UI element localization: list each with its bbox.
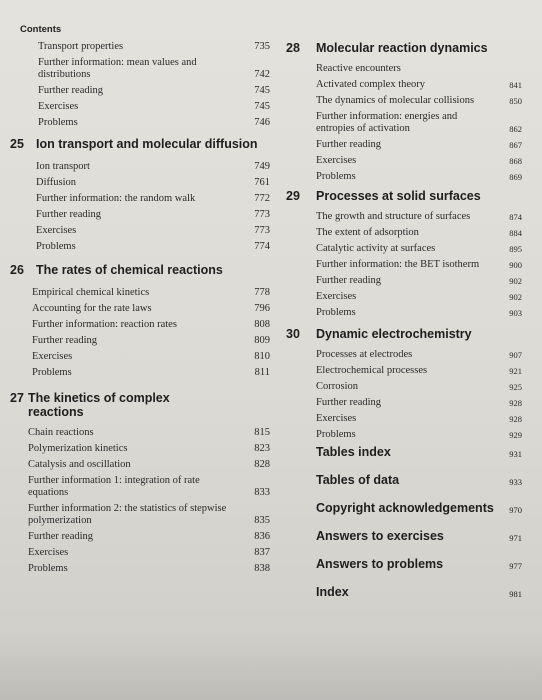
page-number: 971 — [509, 533, 522, 543]
back-matter-entry — [316, 501, 522, 515]
entry-title: Problems — [38, 117, 78, 128]
chapter-entries — [286, 349, 522, 441]
chapter-number: 30 — [286, 327, 300, 341]
entry-title: Further reading — [38, 85, 104, 96]
toc-entry — [32, 319, 270, 331]
page-number: 874 — [509, 212, 522, 222]
page-number: 745 — [254, 85, 270, 96]
toc-entry — [36, 209, 270, 221]
page-number: 862 — [509, 124, 522, 134]
chapter-entries — [10, 427, 270, 575]
chapter-25 — [10, 137, 270, 253]
toc-entry — [36, 193, 270, 205]
entry-title: Catalysis and oscillation — [28, 459, 131, 470]
chapter-26 — [10, 263, 270, 379]
page-number: 815 — [254, 427, 270, 438]
page-number: 808 — [254, 319, 270, 330]
chapter-title — [10, 263, 270, 277]
page-number: 833 — [254, 487, 270, 498]
toc-entry — [316, 211, 522, 223]
toc-entry — [316, 79, 522, 91]
page-number: 884 — [509, 228, 522, 238]
page-number: 735 — [254, 41, 270, 52]
page-number: 837 — [254, 547, 270, 558]
toc-entry — [28, 531, 270, 543]
toc-entry — [316, 291, 522, 303]
toc-entry — [316, 243, 522, 255]
toc-entry — [36, 225, 270, 237]
page-number: 838 — [254, 563, 270, 574]
page-number: 928 — [509, 398, 522, 408]
toc-entry — [28, 547, 270, 559]
entry-title: Further reading — [36, 209, 102, 220]
entry-title: Corrosion — [316, 381, 358, 392]
toc-entry — [316, 349, 522, 361]
entry-title: Exercises — [316, 413, 357, 424]
page-number: 774 — [254, 241, 270, 252]
entry-title: Further information: energies and entropies of activation — [316, 111, 458, 134]
page-number: 902 — [509, 276, 522, 286]
entry-title: Accounting for the rate laws — [32, 303, 152, 314]
entry-title: Diffusion — [36, 177, 77, 188]
chapter-title — [286, 189, 522, 203]
chapter-29 — [286, 189, 522, 319]
toc-entry — [36, 241, 270, 253]
toc-entry — [38, 85, 270, 97]
right-column — [286, 41, 522, 613]
entry-title: Answers to exercises — [316, 529, 444, 543]
entry-title: Exercises — [316, 291, 357, 302]
page-number: 773 — [254, 209, 270, 220]
page-number: 796 — [254, 303, 270, 314]
toc-entry — [28, 563, 270, 575]
page-number: 828 — [254, 459, 270, 470]
toc-entry — [28, 459, 270, 471]
toc-entry — [28, 503, 270, 527]
entry-title: Electrochemical processes — [316, 365, 428, 376]
entry-title: Problems — [316, 307, 356, 318]
toc-entry — [316, 429, 522, 441]
toc-entry — [316, 227, 522, 239]
toc-entry — [316, 95, 522, 107]
page-number: 867 — [509, 140, 522, 150]
back-matter-entry — [316, 529, 522, 543]
toc-entry — [32, 287, 270, 299]
chapter-number: 29 — [286, 189, 300, 203]
page-number: 868 — [509, 156, 522, 166]
page-number: 761 — [254, 177, 270, 188]
toc-entry — [316, 259, 522, 271]
entry-title: Exercises — [316, 155, 357, 166]
toc-entry — [316, 63, 522, 75]
toc-entry — [316, 139, 522, 151]
entry-title: Exercises — [32, 351, 73, 362]
entry-title: Tables index — [316, 445, 391, 459]
chapter-number: 25 — [10, 137, 24, 151]
chapter-title — [286, 41, 522, 55]
page-number: 931 — [509, 449, 522, 459]
toc-entry — [28, 443, 270, 455]
entry-title: Processes at electrodes — [316, 349, 413, 360]
chapter-name: The rates of chemical reactions — [36, 263, 223, 277]
entry-title: Further information: mean values and distributions — [38, 57, 197, 80]
entry-title: Transport properties — [38, 41, 124, 52]
page-number: 921 — [509, 366, 522, 376]
toc-entry — [316, 155, 522, 167]
page-number: 903 — [509, 308, 522, 318]
toc-entry — [316, 413, 522, 425]
entry-title: Further reading — [316, 397, 382, 408]
page-number: 742 — [254, 69, 270, 80]
entry-title: The growth and structure of surfaces — [316, 211, 471, 222]
entry-title: Problems — [28, 563, 68, 574]
back-matter-entry — [316, 473, 522, 487]
page-number: 746 — [254, 117, 270, 128]
chapter-title — [286, 327, 522, 341]
chapter-title — [10, 137, 270, 151]
toc-entry — [32, 335, 270, 347]
toc-entry — [38, 41, 270, 53]
chapter-27 — [10, 391, 270, 575]
back-matter — [286, 445, 522, 599]
chapter-title — [10, 391, 270, 419]
page-number: 907 — [509, 350, 522, 360]
toc-entry — [28, 427, 270, 439]
chapter-name: Processes at solid surfaces — [316, 189, 481, 203]
page-header: Contents — [20, 24, 62, 35]
chapter-number: 27 — [10, 391, 24, 405]
chapter-28 — [286, 41, 522, 183]
toc-entry — [316, 111, 522, 135]
page-number: 811 — [254, 367, 270, 378]
chapter-number: 28 — [286, 41, 300, 55]
page-number: 835 — [254, 515, 270, 526]
entry-title: Exercises — [38, 101, 79, 112]
entry-title: Exercises — [28, 547, 69, 558]
entry-title: Further information: reaction rates — [32, 319, 177, 330]
entry-title: Polymerization kinetics — [28, 443, 128, 454]
entry-title: Index — [316, 585, 349, 599]
toc-entry — [316, 365, 522, 377]
entry-title: Copyright acknowledgements — [316, 501, 494, 515]
toc-entry — [316, 397, 522, 409]
entry-title: Further information: the random walk — [36, 193, 196, 204]
entry-title: Catalytic activity at surfaces — [316, 243, 436, 254]
toc-entry — [316, 275, 522, 287]
chapter-name: Molecular reaction dynamics — [316, 41, 488, 55]
toc-entry — [36, 161, 270, 173]
page-shadow — [0, 630, 542, 700]
back-matter-entry — [316, 585, 522, 599]
entry-title: Empirical chemical kinetics — [32, 287, 150, 298]
chapter-number: 26 — [10, 263, 24, 277]
page-number: 900 — [509, 260, 522, 270]
continued-entries — [10, 41, 270, 129]
page-number: 895 — [509, 244, 522, 254]
chapter-entries — [286, 63, 522, 183]
entry-title: Reactive encounters — [316, 63, 401, 74]
entry-title: Further information: the BET isotherm — [316, 259, 480, 270]
toc-entry — [38, 117, 270, 129]
toc-entry — [316, 307, 522, 319]
chapter-entries — [10, 161, 270, 253]
page-number: 745 — [254, 101, 270, 112]
entry-title: Ion transport — [36, 161, 90, 172]
entry-title: Exercises — [36, 225, 77, 236]
entry-title: Answers to problems — [316, 557, 444, 571]
left-column — [10, 41, 270, 579]
toc-entry — [32, 303, 270, 315]
page-number: 933 — [509, 477, 522, 487]
page-number: 809 — [254, 335, 270, 346]
chapter-entries — [286, 211, 522, 319]
page-number: 749 — [254, 161, 270, 172]
chapter-entries — [10, 287, 270, 379]
entry-title: Tables of data — [316, 473, 400, 487]
toc-entry — [38, 101, 270, 113]
toc-entry — [28, 475, 270, 499]
chapter-30 — [286, 327, 522, 441]
entry-title: Further reading — [316, 139, 382, 150]
chapter-name: The kinetics of complex reactions — [28, 391, 170, 419]
page-number: 929 — [509, 430, 522, 440]
page-number: 772 — [254, 193, 270, 204]
entry-title: Further reading — [316, 275, 382, 286]
page-number: 928 — [509, 414, 522, 424]
page-number: 850 — [509, 96, 522, 106]
toc-entry — [38, 57, 270, 81]
entry-title: Problems — [36, 241, 76, 252]
toc-entry — [316, 381, 522, 393]
toc-entry — [32, 367, 270, 379]
toc-entry — [36, 177, 270, 189]
page-number: 836 — [254, 531, 270, 542]
page-number: 925 — [509, 382, 522, 392]
page-number: 823 — [254, 443, 270, 454]
entry-title: The extent of adsorption — [316, 227, 419, 238]
back-matter-entry — [316, 557, 522, 571]
entry-title: Activated complex theory — [316, 79, 426, 90]
page-number: 981 — [509, 589, 522, 599]
entry-title: Problems — [316, 429, 356, 440]
page-number: 869 — [509, 172, 522, 182]
entry-title: Problems — [32, 367, 72, 378]
entry-title: Further reading — [32, 335, 98, 346]
entry-title: Further information 2: the statistics of stepwise polymerization — [28, 503, 227, 526]
toc-entry — [32, 351, 270, 363]
entry-title: The dynamics of molecular collisions — [316, 95, 475, 106]
toc-entry — [316, 171, 522, 183]
page-number: 841 — [509, 80, 522, 90]
entry-title: Chain reactions — [28, 427, 94, 438]
page-number: 970 — [509, 505, 522, 515]
chapter-name: Dynamic electrochemistry — [316, 327, 472, 341]
page-number: 902 — [509, 292, 522, 302]
page-number: 778 — [254, 287, 270, 298]
entry-title: Problems — [316, 171, 356, 182]
entry-title: Further information 1: integration of rate equations — [28, 475, 200, 498]
back-matter-entry — [316, 445, 522, 459]
page-number: 977 — [509, 561, 522, 571]
page-number: 810 — [254, 351, 270, 362]
chapter-name: Ion transport and molecular diffusion — [36, 137, 258, 151]
page-number: 773 — [254, 225, 270, 236]
entry-title: Further reading — [28, 531, 94, 542]
